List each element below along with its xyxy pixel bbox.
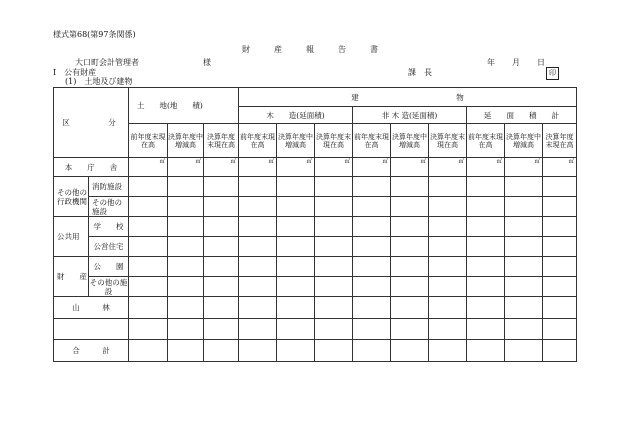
nonwooden-header: 非 木 造(延面積) (353, 107, 467, 124)
section-title: Ⅰ 公有財産 (53, 68, 97, 77)
col-nonwooden-prev: 前年度末現在高 (353, 124, 391, 158)
unit-mark: ㎡ (204, 158, 239, 177)
col-nonwooden-end: 決算年度末現在高 (429, 124, 467, 158)
col-nonwooden-change: 決算年度中増減高 (391, 124, 429, 158)
seal-mark: 印 (546, 67, 559, 80)
col-wooden-change: 決算年度中増減高 (277, 124, 315, 158)
row-label-school: 学 校 (89, 217, 129, 237)
unit-mark: ㎡ (315, 158, 353, 177)
row-label-property: 財 産 (54, 257, 89, 297)
unit-mark: ㎡ (277, 158, 315, 177)
unit-mark: ㎡ (239, 158, 277, 177)
col-total-change: 決算年度中増減高 (505, 124, 543, 158)
unit-mark: ㎡ (467, 158, 505, 177)
unit-mark: ㎡ (505, 158, 543, 177)
col-wooden-prev: 前年度末現在高 (239, 124, 277, 158)
date-day-label: 日 (537, 58, 545, 67)
building-header: 建 物 (239, 88, 577, 107)
row-label-public-housing: 公営住宅 (89, 237, 129, 257)
row-label-forest: 山 林 (54, 297, 129, 319)
addressee: 大口町会計管理者 (75, 58, 139, 67)
col-total-end: 決算年度末現在高 (543, 124, 577, 158)
unit-mark: ㎡ (391, 158, 429, 177)
row-label-park: 公 園 (89, 257, 129, 277)
row-label-blank (54, 319, 129, 340)
unit-mark: ㎡ (429, 158, 467, 177)
row-label-honchosha: 本 庁 舎 (54, 158, 129, 177)
unit-mark: ㎡ (353, 158, 391, 177)
row-label-other-facility2: その他の施 設 (89, 277, 143, 296)
date-month-label: 月 (512, 58, 520, 67)
total-floor-header: 延 面 積 計 (467, 107, 577, 124)
ku-bun-header: 区 分 (54, 88, 129, 158)
land-header: 土 地(地 積) (129, 88, 239, 124)
unit-mark: ㎡ (129, 158, 168, 177)
col-land-prev: 前年度末現在高 (129, 124, 168, 158)
row-label-public-use: 公共用 (54, 217, 89, 257)
unit-mark: ㎡ (168, 158, 204, 177)
document-title: 財 産 報 告 書 (242, 45, 378, 54)
col-land-end: 決算年度末現在高 (204, 124, 239, 158)
date-year-label: 年 (487, 58, 495, 67)
row-label-other-facility: その他の施設 (89, 197, 129, 217)
unit-mark: ㎡ (543, 158, 577, 177)
row-label-other-admin: その他の行政機関 (54, 177, 89, 217)
subsection-title: (1) 土地及び建物 (65, 77, 133, 86)
form-number: 様式第68(第97条関係) (53, 30, 136, 39)
wooden-header: 木 造(延面積) (239, 107, 353, 124)
chief-title: 課 長 (408, 68, 432, 77)
row-label-total: 合 計 (54, 340, 129, 362)
col-land-change: 決算年度中増減高 (168, 124, 204, 158)
honorific: 様 (203, 58, 211, 67)
row-label-fire-facility: 消防施設 (89, 177, 129, 197)
col-wooden-end: 決算年度末現在高 (315, 124, 353, 158)
col-total-prev: 前年度末現在高 (467, 124, 505, 158)
property-report-table (53, 87, 577, 362)
